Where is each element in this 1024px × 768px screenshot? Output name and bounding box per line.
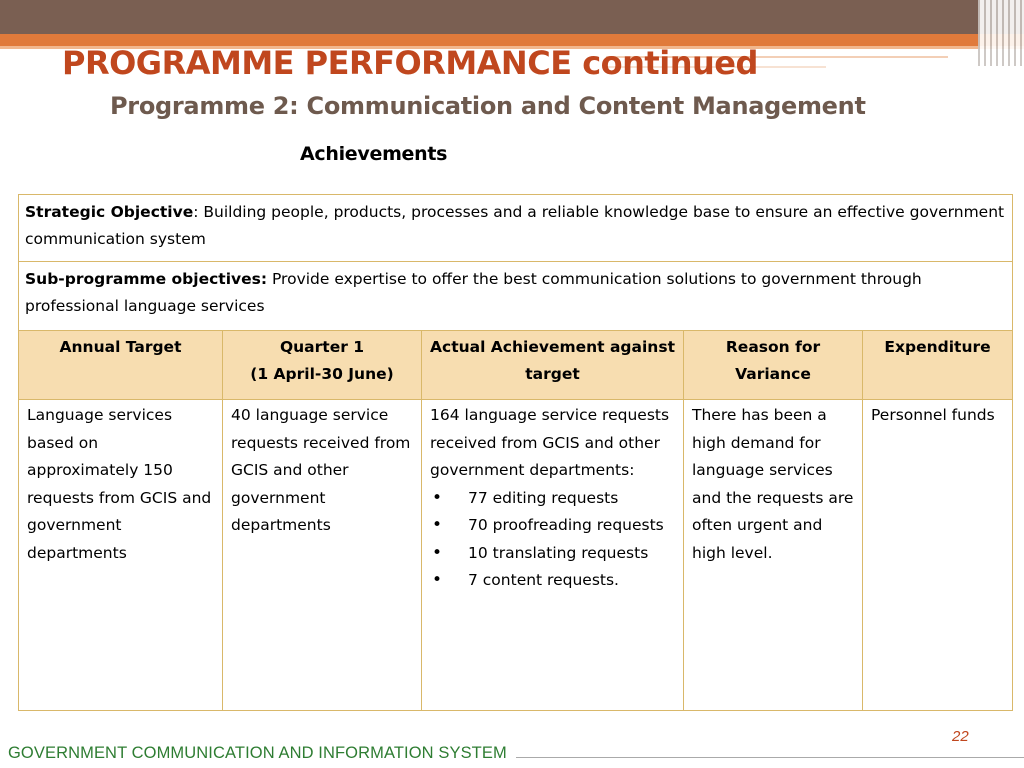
achievement-list	[430, 485, 675, 595]
subprogramme-text: Provide expertise to offer the best communication solutions to government through professional language services	[25, 270, 922, 315]
list-item: • 10 translating requests	[430, 540, 675, 568]
list-item: • 70 proofreading requests	[430, 512, 675, 540]
cell-actual-achievement	[422, 400, 684, 711]
list-item: • 7 content requests.	[430, 567, 675, 595]
top-bar	[0, 0, 1024, 34]
subprogramme-label: Sub-programme objectives:	[25, 270, 268, 288]
slide-title: PROGRAMME PERFORMANCE continued	[62, 44, 758, 82]
footer-divider	[516, 757, 1024, 758]
strategic-objective-row	[19, 195, 1013, 262]
header-annual-target: Annual Target	[19, 331, 223, 400]
table-header-row	[19, 331, 1013, 400]
cell-expenditure: Personnel funds	[863, 400, 1013, 711]
table-row	[19, 400, 1013, 711]
strategic-objective-cell	[19, 195, 1013, 262]
cell-annual-target: Language services based on approximately 150 requests from GCIS and government departments	[19, 400, 223, 711]
header-quarter-1	[223, 331, 422, 400]
subprogramme-objectives-cell	[19, 262, 1013, 331]
header-quarter-line2: (1 April-30 June)	[250, 365, 394, 383]
strategic-objective-label: Strategic Objective	[25, 203, 194, 221]
subprogramme-objectives-row	[19, 262, 1013, 331]
strategic-objective-text: : Building people, products, processes and a reliable knowledge base to ensure an effective government communication system	[25, 203, 1005, 248]
header-actual-achievement: Actual Achievement against target	[422, 331, 684, 400]
header-expenditure: Expenditure	[863, 331, 1013, 400]
decorative-stripes	[978, 0, 1024, 66]
list-item: • 77 editing requests	[430, 485, 675, 513]
header-quarter-line1: Quarter 1	[279, 338, 365, 356]
achievement-intro: 164 language service requests received from GCIS and other government departments:	[430, 406, 670, 479]
page-number: 22	[952, 728, 969, 745]
footer-text: GOVERNMENT COMMUNICATION AND INFORMATION SYSTEM	[8, 744, 507, 762]
header-reason-for-variance: Reason for Variance	[684, 331, 863, 400]
section-heading: Achievements	[300, 143, 448, 165]
cell-quarter-target: 40 language service requests received from GCIS and other government departments	[223, 400, 422, 711]
slide-subtitle: Programme 2: Communication and Content Management	[110, 92, 866, 120]
cell-reason-for-variance: There has been a high demand for language services and the requests are often urgent and high level.	[684, 400, 863, 711]
performance-table	[18, 194, 1013, 711]
